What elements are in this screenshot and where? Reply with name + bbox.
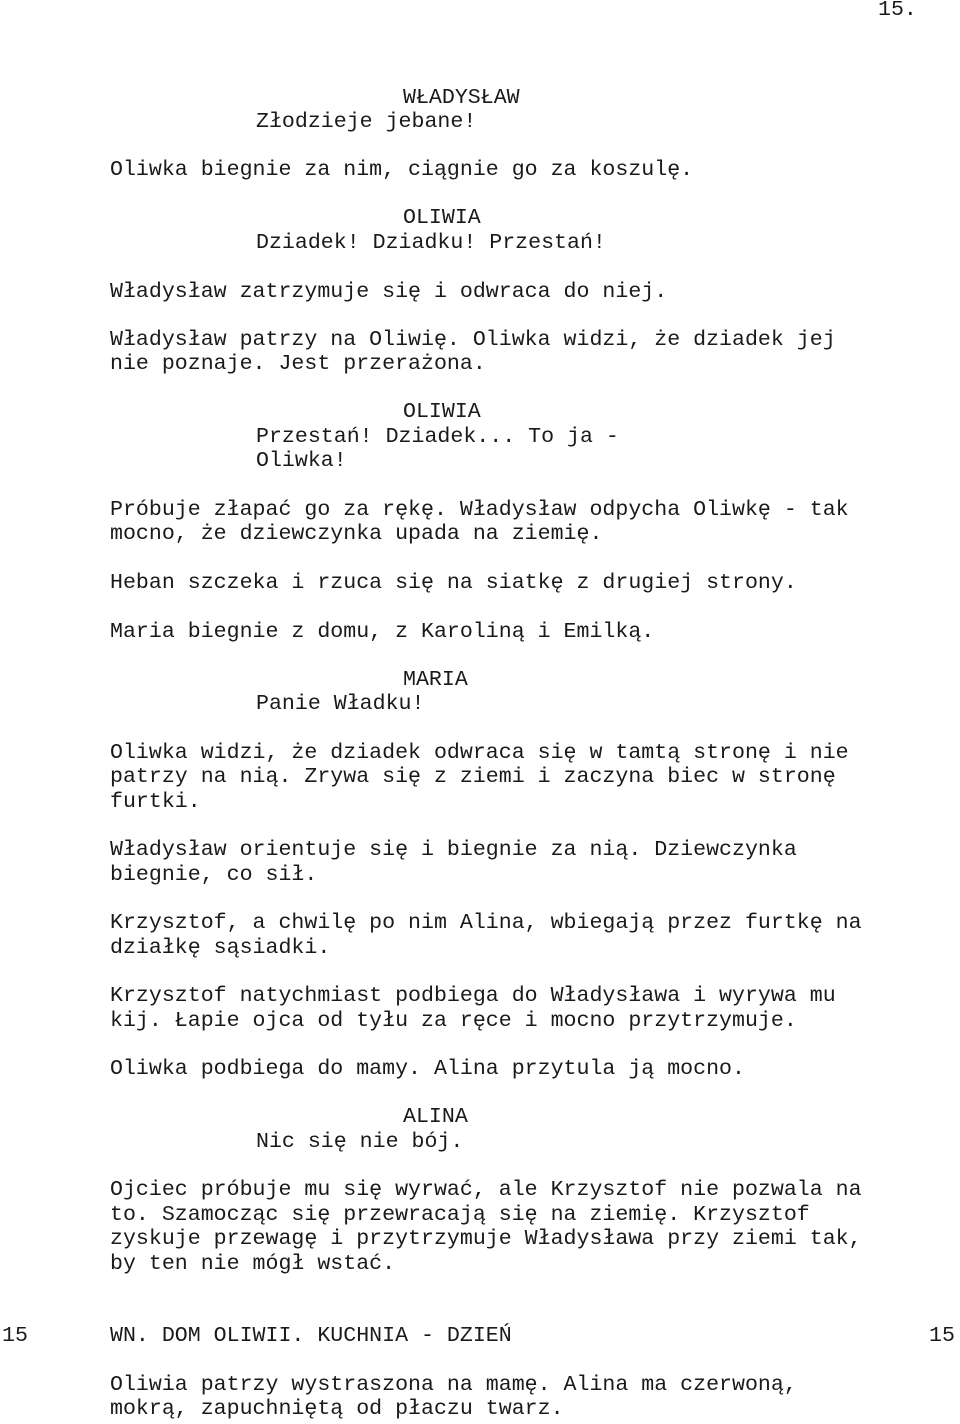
action-line: mocno, że dziewczynka upada na ziemię. [110, 522, 603, 546]
dialogue-line: Oliwka! [256, 449, 347, 473]
dialogue-line: Panie Władku! [256, 692, 425, 716]
action-line: nie poznaje. Jest przerażona. [110, 352, 486, 376]
action-line: Krzysztof, a chwilę po nim Alina, wbiegają przez furtkę na [110, 911, 862, 935]
scene-number-left: 15 [2, 1324, 28, 1348]
action-line: działkę sąsiadki. [110, 936, 331, 960]
dialogue-line: Przestań! Dziadek... To ja - [256, 425, 619, 449]
action-line: Heban szczeka i rzuca się na siatkę z drugiej strony. [110, 571, 797, 595]
action-line: mokrą, zapuchniętą od płaczu twarz. [110, 1397, 564, 1421]
action-line: zyskuje przewagę i przytrzymuje Władysława przy ziemi tak, [110, 1227, 862, 1251]
action-line: furtki. [110, 790, 201, 814]
action-line: Władysław patrzy na Oliwię. Oliwka widzi, że dziadek jej [110, 328, 836, 352]
action-line: Maria biegnie z domu, z Karoliną i Emilką. [110, 620, 655, 644]
action-line: Ojciec próbuje mu się wyrwać, ale Krzysztof nie pozwala na [110, 1178, 862, 1202]
action-line: Oliwka podbiega do mamy. Alina przytula ją mocno. [110, 1057, 745, 1081]
action-line: patrzy na nią. Zrywa się z ziemi i zaczyna biec w stronę [110, 765, 836, 789]
action-line: Władysław orientuje się i biegnie za nią. Dziewczynka [110, 838, 797, 862]
character-cue: WŁADYSŁAW [403, 86, 520, 110]
character-cue: MARIA [403, 668, 468, 692]
dialogue-line: Dziadek! Dziadku! Przestań! [256, 231, 606, 255]
action-line: Oliwia patrzy wystraszona na mamę. Alina ma czerwoną, [110, 1373, 797, 1397]
action-line: kij. Łapie ojca od tyłu za ręce i mocno przytrzymuje. [110, 1009, 797, 1033]
action-line: Krzysztof natychmiast podbiega do Władysława i wyrywa mu [110, 984, 836, 1008]
character-cue: ALINA [403, 1105, 468, 1129]
action-line: Oliwka widzi, że dziadek odwraca się w tamtą stronę i nie [110, 741, 849, 765]
action-line: biegnie, co sił. [110, 863, 318, 887]
dialogue-line: Złodzieje jebane! [256, 110, 477, 134]
scene-heading: WN. DOM OLIWII. KUCHNIA - DZIEŃ [110, 1324, 512, 1348]
action-line: Władysław zatrzymuje się i odwraca do niej. [110, 280, 668, 304]
action-line: by ten nie mógł wstać. [110, 1252, 396, 1276]
page-number: 15. [878, 0, 917, 22]
character-cue: OLIWIA [403, 400, 481, 424]
character-cue: OLIWIA [403, 206, 481, 230]
dialogue-line: Nic się nie bój. [256, 1130, 464, 1154]
action-line: Oliwka biegnie za nim, ciągnie go za koszulę. [110, 158, 694, 182]
action-line: Próbuje złapać go za rękę. Władysław odpycha Oliwkę - tak [110, 498, 849, 522]
scene-number-right: 15 [929, 1324, 955, 1348]
action-line: to. Szamocząc się przewracają się na ziemię. Krzysztof [110, 1203, 810, 1227]
